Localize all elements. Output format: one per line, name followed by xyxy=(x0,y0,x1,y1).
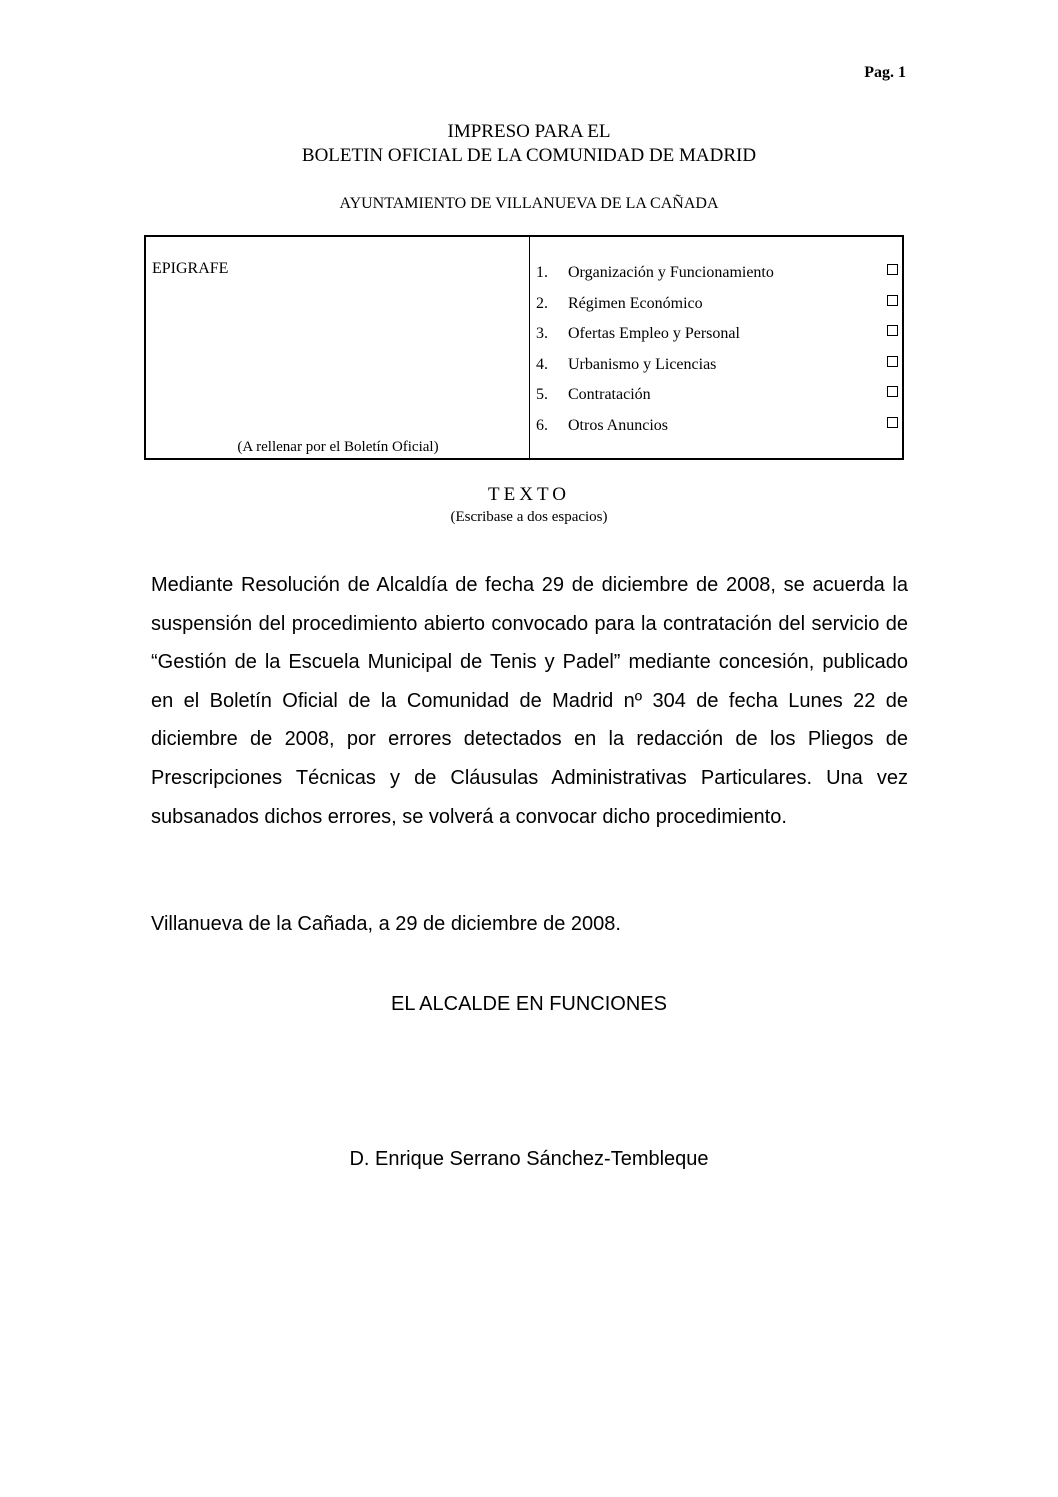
category-label: Ofertas Empleo y Personal xyxy=(568,325,740,343)
category-list xyxy=(536,261,898,445)
epigrafe-table xyxy=(144,235,904,460)
document-title xyxy=(0,120,1058,168)
checkbox[interactable] xyxy=(887,386,898,397)
category-number: 5. xyxy=(536,386,548,404)
category-number: 2. xyxy=(536,294,548,312)
checkbox[interactable] xyxy=(887,264,898,275)
category-item xyxy=(536,383,898,414)
epigrafe-note: (A rellenar por el Boletín Oficial) xyxy=(237,439,439,455)
category-number: 3. xyxy=(536,325,548,343)
ayuntamiento-heading: AYUNTAMIENTO DE VILLANUEVA DE LA CAÑADA xyxy=(339,195,719,212)
category-item xyxy=(536,322,898,353)
category-item xyxy=(536,353,898,384)
checkbox[interactable] xyxy=(887,356,898,367)
place-date: Villanueva de la Cañada, a 29 de diciembre de 2008. xyxy=(151,913,621,935)
category-label: Régimen Económico xyxy=(568,294,703,312)
epigrafe-label: EPIGRAFE xyxy=(152,260,229,277)
category-label: Otros Anuncios xyxy=(568,416,668,434)
epigrafe-cell xyxy=(146,237,530,458)
category-label: Contratación xyxy=(568,386,651,404)
body-paragraph: Mediante Resolución de Alcaldía de fecha 29 de diciembre de 2008, se acuerda la suspensión del procedimiento abierto convocado para la contratación del servicio de “Gestión de la Escuela Municipal de Tenis y Padel” mediante concesión, publicado en el Boletín Oficial de la Comunidad de Madrid nº 304 de fecha Lunes 22 de diciembre de 2008, por errores detectados en la redacción de los Pliegos de Prescripciones Técnicas y de Cláusulas Administrativas Particulares. Una vez subsanados dichos errores, se volverá a convocar dicho procedimiento. xyxy=(151,574,908,828)
category-item xyxy=(536,261,898,292)
texto-heading: TEXTO xyxy=(488,484,570,505)
category-item xyxy=(536,414,898,445)
category-number: 4. xyxy=(536,355,548,373)
signature-title: EL ALCALDE EN FUNCIONES xyxy=(390,993,667,1015)
category-number: 6. xyxy=(536,416,548,434)
category-number: 1. xyxy=(536,264,548,281)
title-line-2: BOLETIN OFICIAL DE LA COMUNIDAD DE MADRID xyxy=(301,145,757,166)
texto-subheading: (Escribase a dos espacios) xyxy=(450,509,608,525)
checkbox[interactable] xyxy=(887,295,898,306)
title-line-1: IMPRESO PARA EL xyxy=(447,121,611,142)
category-item xyxy=(536,292,898,323)
category-label: Organización y Funcionamiento xyxy=(568,264,774,281)
page-number: Pag. 1 xyxy=(864,64,906,81)
checkbox[interactable] xyxy=(887,325,898,336)
checkbox[interactable] xyxy=(887,417,898,428)
category-label: Urbanismo y Licencias xyxy=(568,355,717,373)
signature-name: D. Enrique Serrano Sánchez-Tembleque xyxy=(349,1148,709,1170)
